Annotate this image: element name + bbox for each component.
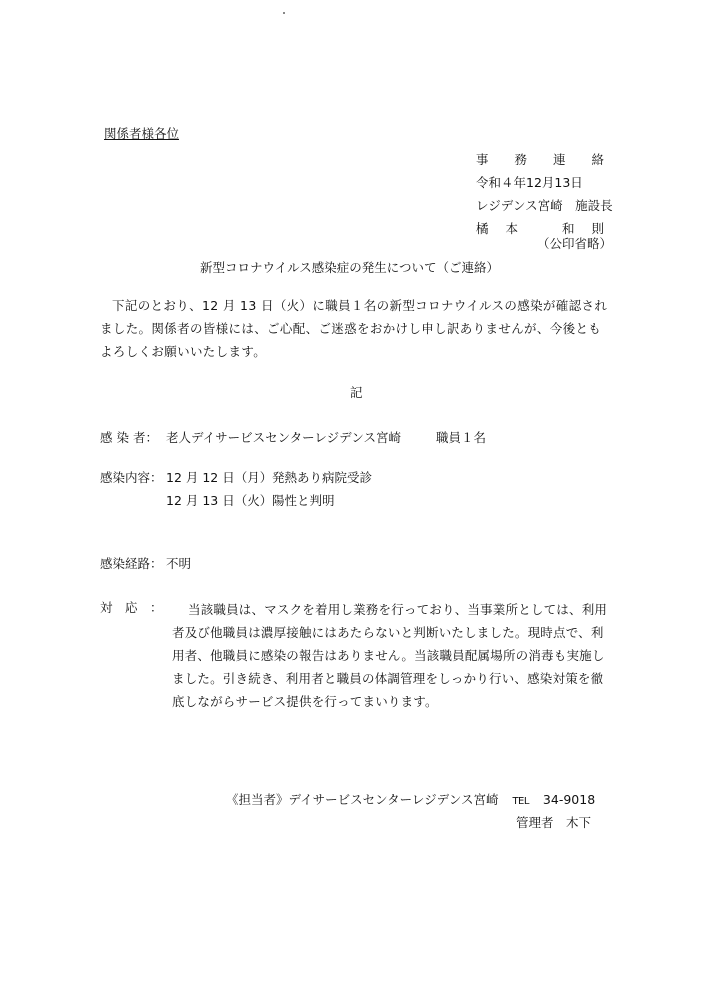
- infected-label: 感 染 者：: [100, 430, 158, 445]
- body-paragraph: 下記のとおり、12 月 13 日（火）に職員１名の新型コロナウイルスの感染が確認されました。関係者の皆様には、ご心配、ご迷惑をおかけし申し訳ありませんが、今後ともよろしくお願いいたします。: [100, 298, 608, 359]
- notice-type-char: 絡: [591, 152, 604, 167]
- content-event: 陽性と判明: [272, 493, 335, 508]
- tel-number: 34-9018: [542, 792, 596, 807]
- contact-line: [226, 790, 595, 808]
- response-label: 対 応 ：: [100, 600, 163, 615]
- notice-type-char: 務: [514, 152, 527, 167]
- notice-type: [476, 150, 604, 168]
- infected-count: 職員１名: [436, 430, 487, 445]
- route-value: 不明: [166, 556, 192, 571]
- name-char: 橘: [476, 221, 489, 236]
- manager-name: 管理者 木下: [516, 815, 592, 830]
- notice-type-char: 連: [552, 152, 566, 167]
- subject-title: 新型コロナウイルス感染症の発生について（ご連絡）: [200, 260, 500, 275]
- content-date: 12 月 13 日（火）: [166, 493, 273, 508]
- addressee: 関係者様各位: [104, 126, 180, 141]
- infected-place: 老人デイサービスセンターレジデンス宮崎: [166, 430, 401, 445]
- content-label: 感染内容：: [100, 470, 163, 485]
- tel-mark: TEL: [512, 796, 529, 807]
- issue-date: 令和４年12月13日: [476, 175, 583, 190]
- content-date: 12 月 12 日（月）: [166, 470, 273, 485]
- facility-title: レジデンス宮崎 施設長: [476, 198, 613, 213]
- contact-person: 《担当者》デイサービスセンターレジデンス宮崎: [226, 792, 499, 807]
- scan-speck: [283, 12, 285, 14]
- ki-heading: 記: [350, 385, 363, 400]
- seal-note: （公印省略）: [537, 236, 613, 251]
- route-label: 感染経路：: [100, 556, 163, 571]
- sender-family-name: [476, 219, 518, 237]
- name-char: 本: [505, 221, 518, 236]
- name-char: 和: [562, 221, 575, 236]
- notice-type-char: 事: [476, 152, 489, 167]
- content-event: 発熱あり病院受診: [272, 470, 373, 485]
- response-text: 当該職員は、マスクを着用し業務を行っており、当事業所としては、利用者及び他職員は濃厚接触にはあたらないと判断いたしました。現時点で、利用者、他職員に感染の報告はありません。当該職員配属場所の消毒も実施しました。引き続き、利用者と職員の体調管理をしっかり行い、感染対策を徹底しながらサービス提供を行ってまいります。: [172, 602, 608, 709]
- name-char: 則: [591, 221, 604, 236]
